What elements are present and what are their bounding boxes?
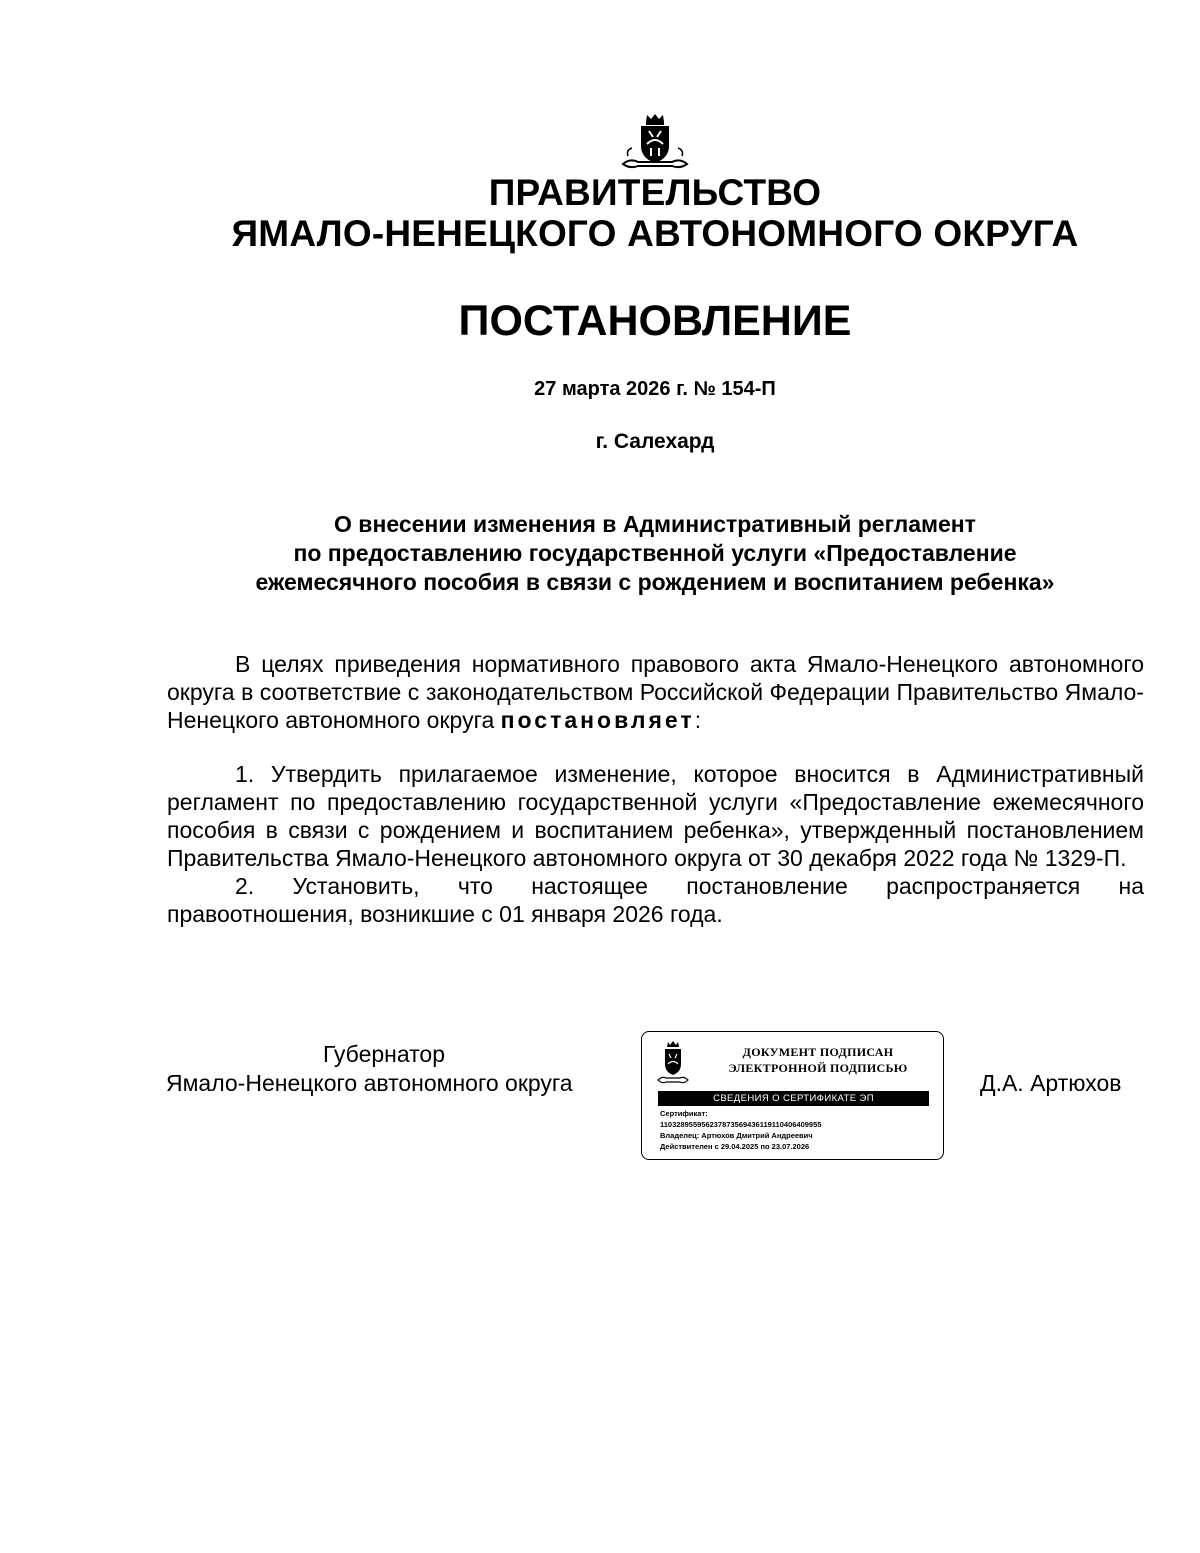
certificate-number: 110328955956237873569436119110406409955 [660, 1120, 822, 1129]
stamp-title [698, 1044, 938, 1076]
certificate-owner: Владелец: Артюхов Дмитрий Андреевич [660, 1131, 813, 1140]
government-title-line2: ЯМАЛО-НЕНЕЦКОГО АВТОНОМНОГО ОКРУГА [231, 213, 1079, 254]
signatory-organization: Ямало-Ненецкого автономного округа [166, 1070, 573, 1096]
resolves-keyword: постановляет [500, 707, 695, 733]
subject-line3: ежемесячного пособия в связи с рождением и воспитанием ребенка» [255, 569, 1055, 595]
stamp-emblem-icon [656, 1040, 690, 1088]
signatory-name: Д.А. Артюхов [980, 1070, 1122, 1096]
document-date-number: 27 марта 2026 г. № 154-П [534, 378, 776, 400]
document-city: г. Салехард [595, 430, 715, 453]
subject-line1: О внесении изменения в Административный регламент [334, 511, 976, 537]
subject-line2: по предоставлению государственной услуги «Предоставление [293, 540, 1017, 566]
certificate-validity: Действителен с 29.04.2025 по 23.07.2026 [660, 1142, 810, 1151]
coat-of-arms-icon [620, 112, 690, 172]
stamp-title-line2: ЭЛЕКТРОННОЙ ПОДПИСЬЮ [728, 1061, 908, 1075]
preamble-paragraph [167, 650, 1144, 734]
resolution-item-2: 2. Установить, что настоящее постановление распространяется на правоотношения, возникшие с 01 января 2026 года. [167, 873, 1144, 927]
government-title-line1: ПРАВИТЕЛЬСТВО [488, 172, 822, 213]
signatory-role: Губернатор [323, 1041, 446, 1067]
certificate-label: Сертификат: [660, 1109, 708, 1118]
certificate-info-bar: СВЕДЕНИЯ О СЕРТИФИКАТЕ ЭП [658, 1091, 929, 1106]
preamble-colon: : [694, 707, 702, 733]
signatory-block [166, 1040, 621, 1098]
document-subject [180, 510, 1130, 597]
electronic-signature-stamp [641, 1031, 944, 1160]
stamp-title-line1: ДОКУМЕНТ ПОДПИСАН [742, 1045, 894, 1059]
certificate-details [660, 1108, 940, 1152]
resolution-items [167, 760, 1144, 928]
document-type-heading: ПОСТАНОВЛЕНИЕ [458, 297, 852, 345]
preamble-text: В целях приведения нормативного правового акта Ямало-Ненецкого автономного округа в соответствие с законодательством Российской Федерации Правительство Ямало-Ненецкого автономного округа [167, 651, 1144, 733]
resolution-item-1: 1. Утвердить прилагаемое изменение, которое вносится в Административный регламент по предоставлению государственной услуги «Предоставление ежемесячного пособия в связи с рождением и воспитанием ребенка», утвержденный постановлением Правительства Ямало-Ненецкого автономного округа от 30 декабря 2022 года № 1329-П. [167, 761, 1144, 871]
preamble [167, 650, 1144, 734]
